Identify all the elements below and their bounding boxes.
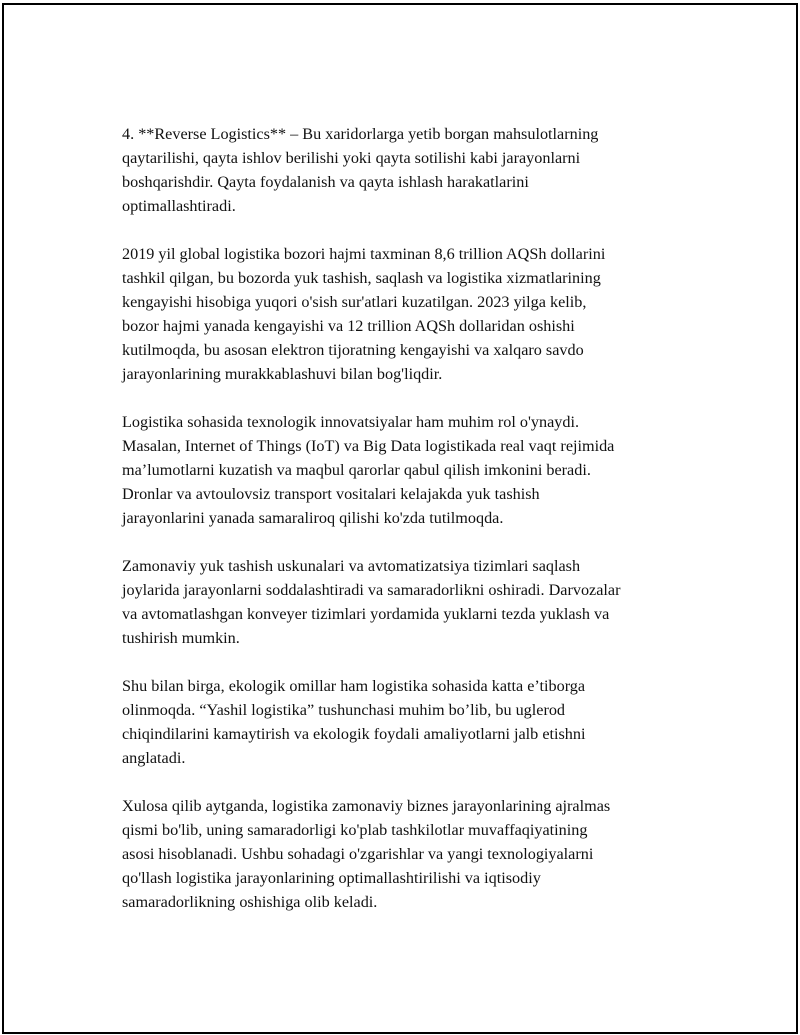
- paragraph-conclusion: Xulosa qilib aytganda, logistika zamonaviy biznes jarayonlarining ajralmas qismi bo'lib, uning samaradorligi ko'plab tashkilotlar muvaffaqiyatining asosi hisoblanadi. Ushbu sohadagi o'zgarishlar va yangi texnologiyalarni qo'llash logistika jarayonlarining optimallashtirilishi va iqtisodiy samaradorlikning oshishiga olib keladi.: [122, 797, 611, 911]
- document-body: [122, 122, 702, 938]
- paragraph-green-logistics: Shu bilan birga, ekologik omillar ham logistika sohasida katta e’tiborga olinmoqda. “Yashil logistika” tushunchasi muhim bo’lib, bu uglerod chiqindilarini kamaytirish va ekologik foydali amaliyotlarni jalb etishni anglatadi.: [122, 677, 586, 767]
- page-frame: [2, 3, 798, 1034]
- paragraph-reverse-logistics: 4. **Reverse Logistics** – Bu xaridorlarga yetib borgan mahsulotlarning qaytarilishi, qayta ishlov berilishi yoki qayta sotilishi kabi jarayonlarni boshqarishdir. Qayta foydalanish va qayta ishlash harakatlarini optimallashtiradi.: [122, 125, 599, 215]
- paragraph-market-size: 2019 yil global logistika bozori hajmi taxminan 8,6 trillion AQSh dollarini tashkil qilgan, bu bozorda yuk tashish, saqlash va logistika xizmatlarining kengayishi hisobiga yuqori o'sish sur'atlari kuzatilgan. 2023 yilga kelib, bozor hajmi yanada kengayishi va 12 trillion AQSh dollaridan oshishi kutilmoqda, bu asosan elektron tijoratning kengayishi va xalqaro savdo jarayonlarining murakkablashuvi bilan bog'liqdir.: [122, 245, 606, 383]
- paragraph-equipment-automation: Zamonaviy yuk tashish uskunalari va avtomatizatsiya tizimlari saqlash joylarida jarayonlarni soddalashtiradi va samaradorlikni oshiradi. Darvozalar va avtomatlashgan konveyer tizimlari yordamida yuklarni tezda yuklash va tushirish mumkin.: [122, 557, 621, 647]
- paragraph-tech-innovations: Logistika sohasida texnologik innovatsiyalar ham muhim rol o'ynaydi. Masalan, Internet of Things (IoT) va Big Data logistikada real vaqt rejimida ma’lumotlarni kuzatish va maqbul qarorlar qabul qilish imkonini beradi. Dronlar va avtoulovsiz transport vositalari kelajakda yuk tashish jarayonlarini yanada samaraliroq qilishi ko'zda tutilmoqda.: [122, 413, 615, 527]
